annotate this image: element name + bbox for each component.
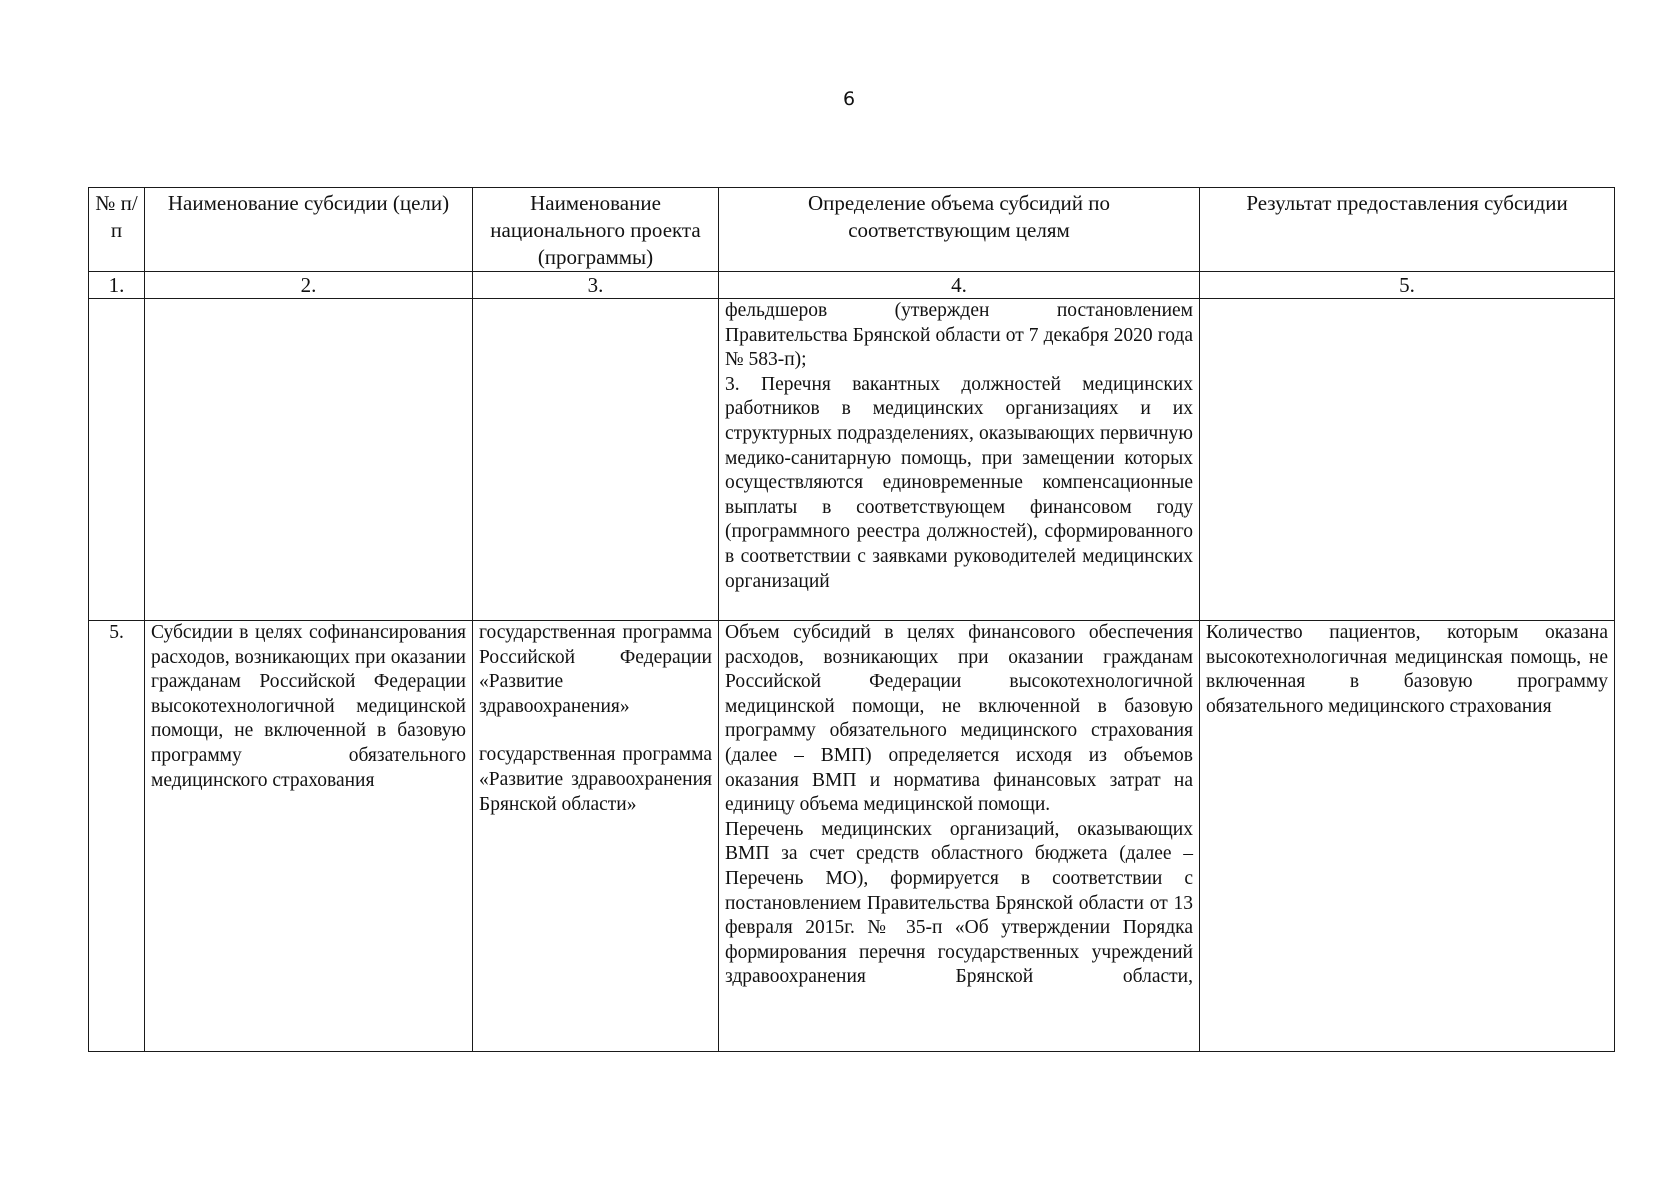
definition-paragraph: фельдшеров (утвержден постановлением Правительства Брянской области от 7 декабря 2020 года № 583-п); [725,300,1193,371]
header-volume-definition: Определение объема субсидий по соответствующим целям [719,188,1200,272]
subsidy-name-text: Субсидии в целях софинансирования расходов, возникающих при оказании гражданам Российской Федерации высокотехнологичной медицинской помощи, не включенной в базовую программу обязательного медицинского страхования [151,622,466,791]
row-number [89,299,145,621]
result-text: Количество пациентов, которым оказана высокотехнологичная медицинская помощь, не включенная в базовую программу обязательного медицинского страхования [1206,622,1608,717]
definition-paragraph: Объем субсидий в целях финансового обеспечения расходов, возникающих при оказании гражданам Российской Федерации высокотехнологичной медицинской помощи, не включенной в базовую программу обязательного медицинского страхования (далее – ВМП) определяется исходя из объемов оказания ВМП и норматива финансовых затрат на единицу объема медицинской помощи. [725,622,1193,816]
row-national-project [473,299,719,621]
subsidies-table [88,187,1615,1052]
row-number: 5. [89,621,145,1052]
column-number: 4. [719,272,1200,299]
row-result [1200,299,1615,621]
column-number: 1. [89,272,145,299]
column-number: 3. [473,272,719,299]
definition-paragraph: 3. Перечня вакантных должностей медицинских работников в медицинских организациях и их структурных подразделениях, оказывающих первичную медико-санитарную помощь, при замещении которых осуществляются единовременные компенсационные выплаты в соответствующем финансовом году (программного реестра должностей), сформированного в соответствии с заявками руководителей медицинских организаций [725,373,1193,592]
column-number: 2. [145,272,473,299]
row-volume-definition [719,621,1200,1052]
page-number: 6 [842,88,856,110]
column-number: 5. [1200,272,1615,299]
header-number: № п/п [89,188,145,272]
paragraph-gap [479,719,712,743]
header-subsidy-name: Наименование субсидии (цели) [145,188,473,272]
row-volume-definition [719,299,1200,621]
column-number-row [89,272,1615,299]
header-result: Результат предоставления субсидии [1200,188,1615,272]
header-national-project: Наименование национального проекта (программы) [473,188,719,272]
row-national-project [473,621,719,1052]
national-project-text: государственная программа Российской Федерации «Развитие здравоохранения» [479,622,712,717]
row-subsidy-name [145,621,473,1052]
row-result [1200,621,1615,1052]
national-project-text: государственная программа «Развитие здравоохранения Брянской области» [479,744,712,815]
table-header-row [89,188,1615,272]
table-row [89,621,1615,1052]
row-subsidy-name [145,299,473,621]
table-row [89,299,1615,621]
definition-paragraph: Перечень медицинских организаций, оказывающих ВМП за счет средств областного бюджета (далее – Перечень МО), формируется в соответствии с постановлением Правительства Брянской области от 13 февраля 2015г. № 35-п «Об утверждении Порядка формирования перечня государственных учреждений здравоохранения Брянской области, [725,818,1193,988]
